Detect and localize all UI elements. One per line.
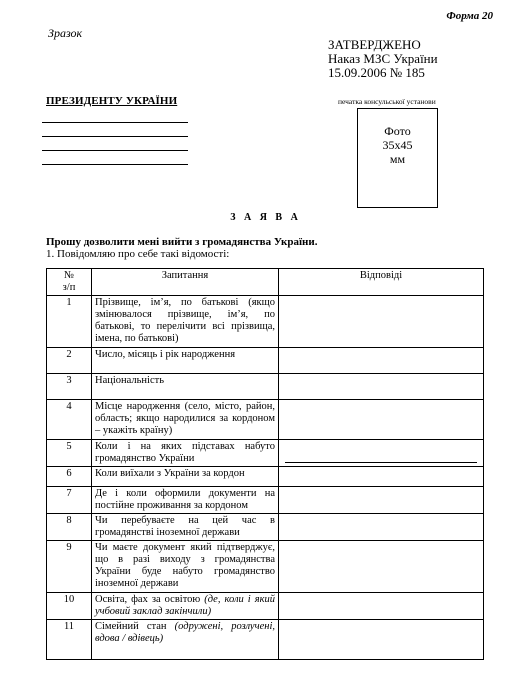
header-number: № з/п [47,269,92,296]
row-number: 5 [47,440,92,467]
question-text: Місце народження (село, місто, район, область; якщо народилися за кордоном – укажіть країну) [95,401,275,436]
photo-placeholder [357,108,438,208]
row-number: 2 [47,348,92,374]
row-number: 3 [47,374,92,400]
addressee: ПРЕЗИДЕНТУ УКРАЇНИ [46,95,178,107]
question-note: (де, коли і який учбовий заклад закінчили) [95,594,275,617]
row-answer-field[interactable] [279,541,484,593]
question-text: Чи маєте документ який підтверджує, що в разі виходу з громадянства України буде набуто громадянство іноземної держави [95,542,275,589]
row-number: 8 [47,514,92,541]
photo-size: 35х45 [382,138,413,152]
row-question [92,593,279,620]
information-table [46,268,484,660]
row-number: 4 [47,400,92,440]
approved-line-1: ЗАТВЕРДЖЕНО [328,37,421,52]
row-question [92,514,279,541]
photo-label: Фото [384,124,411,138]
approved-line-2: Наказ МЗС України [328,51,438,66]
header-answer: Відповіді [279,269,484,296]
row-number: 6 [47,467,92,487]
row-number: 7 [47,487,92,514]
row-number: 11 [47,620,92,660]
request-text: Прошу дозволити мені вийти з громадянства України. [46,236,318,248]
intro-text: 1. Повідомляю про себе такі відомості: [46,248,230,260]
row-answer-field[interactable] [279,487,484,514]
row-number: 1 [47,296,92,348]
question-text: Чи перебуваєте на цей час в громадянстві іноземної держави [95,515,275,538]
row-answer-field[interactable] [279,296,484,348]
row-question [92,374,279,400]
question-text: Освіта, фах за освітою [95,594,205,605]
table-row [47,467,484,487]
sample-label: Зразок [48,26,83,40]
table-row [47,620,484,660]
row-answer-field[interactable] [279,348,484,374]
question-text: Коли виїхали з України за кордон [95,468,245,479]
table-row [47,348,484,374]
table-header-row [47,269,484,296]
row-question [92,440,279,467]
table-row [47,487,484,514]
table-row [47,374,484,400]
row-answer-field[interactable] [279,467,484,487]
answer-underline [285,462,477,463]
form-number: Форма 20 [446,10,493,22]
table-row [47,514,484,541]
row-number: 9 [47,541,92,593]
question-note: (одружені, розлучені, вдова / вдівець) [95,621,275,644]
approval-stamp [328,38,438,80]
approved-line-3: 15.09.2006 № 185 [328,65,425,80]
document-title: З А Я В А [230,212,301,223]
row-answer-field[interactable] [279,593,484,620]
question-text: Сімейний стан [95,621,175,632]
address-blank-line[interactable] [42,136,188,137]
question-text: Прізвище, ім’я, по батькові (якщо змінювалося прізвище, ім’я, по батькові, то перелічити всі прізвища, імена, по батькові) [95,297,275,344]
question-text: Національність [95,375,165,386]
row-answer-field[interactable] [279,514,484,541]
row-question [92,348,279,374]
question-text: Де і коли оформили документи на постійне проживання за кордоном [95,488,275,511]
row-answer-field[interactable] [279,440,484,467]
address-blank-line[interactable] [42,164,188,165]
table-row [47,440,484,467]
row-number: 10 [47,593,92,620]
header-question: Запитання [92,269,279,296]
row-question [92,541,279,593]
row-question [92,467,279,487]
row-question [92,487,279,514]
table-row [47,541,484,593]
row-answer-field[interactable] [279,620,484,660]
table-row [47,400,484,440]
stamp-note: печатка консульської установи [338,97,436,106]
address-blank-line[interactable] [42,122,188,123]
photo-unit: мм [389,152,406,166]
row-answer-field[interactable] [279,374,484,400]
address-blank-line[interactable] [42,150,188,151]
row-question [92,400,279,440]
row-answer-field[interactable] [279,400,484,440]
table-row [47,296,484,348]
question-text: Число, місяць і рік народження [95,349,236,360]
row-question [92,296,279,348]
row-question [92,620,279,660]
table-row [47,593,484,620]
question-text: Коли і на яких підставах набуто громадянство України [95,441,275,464]
